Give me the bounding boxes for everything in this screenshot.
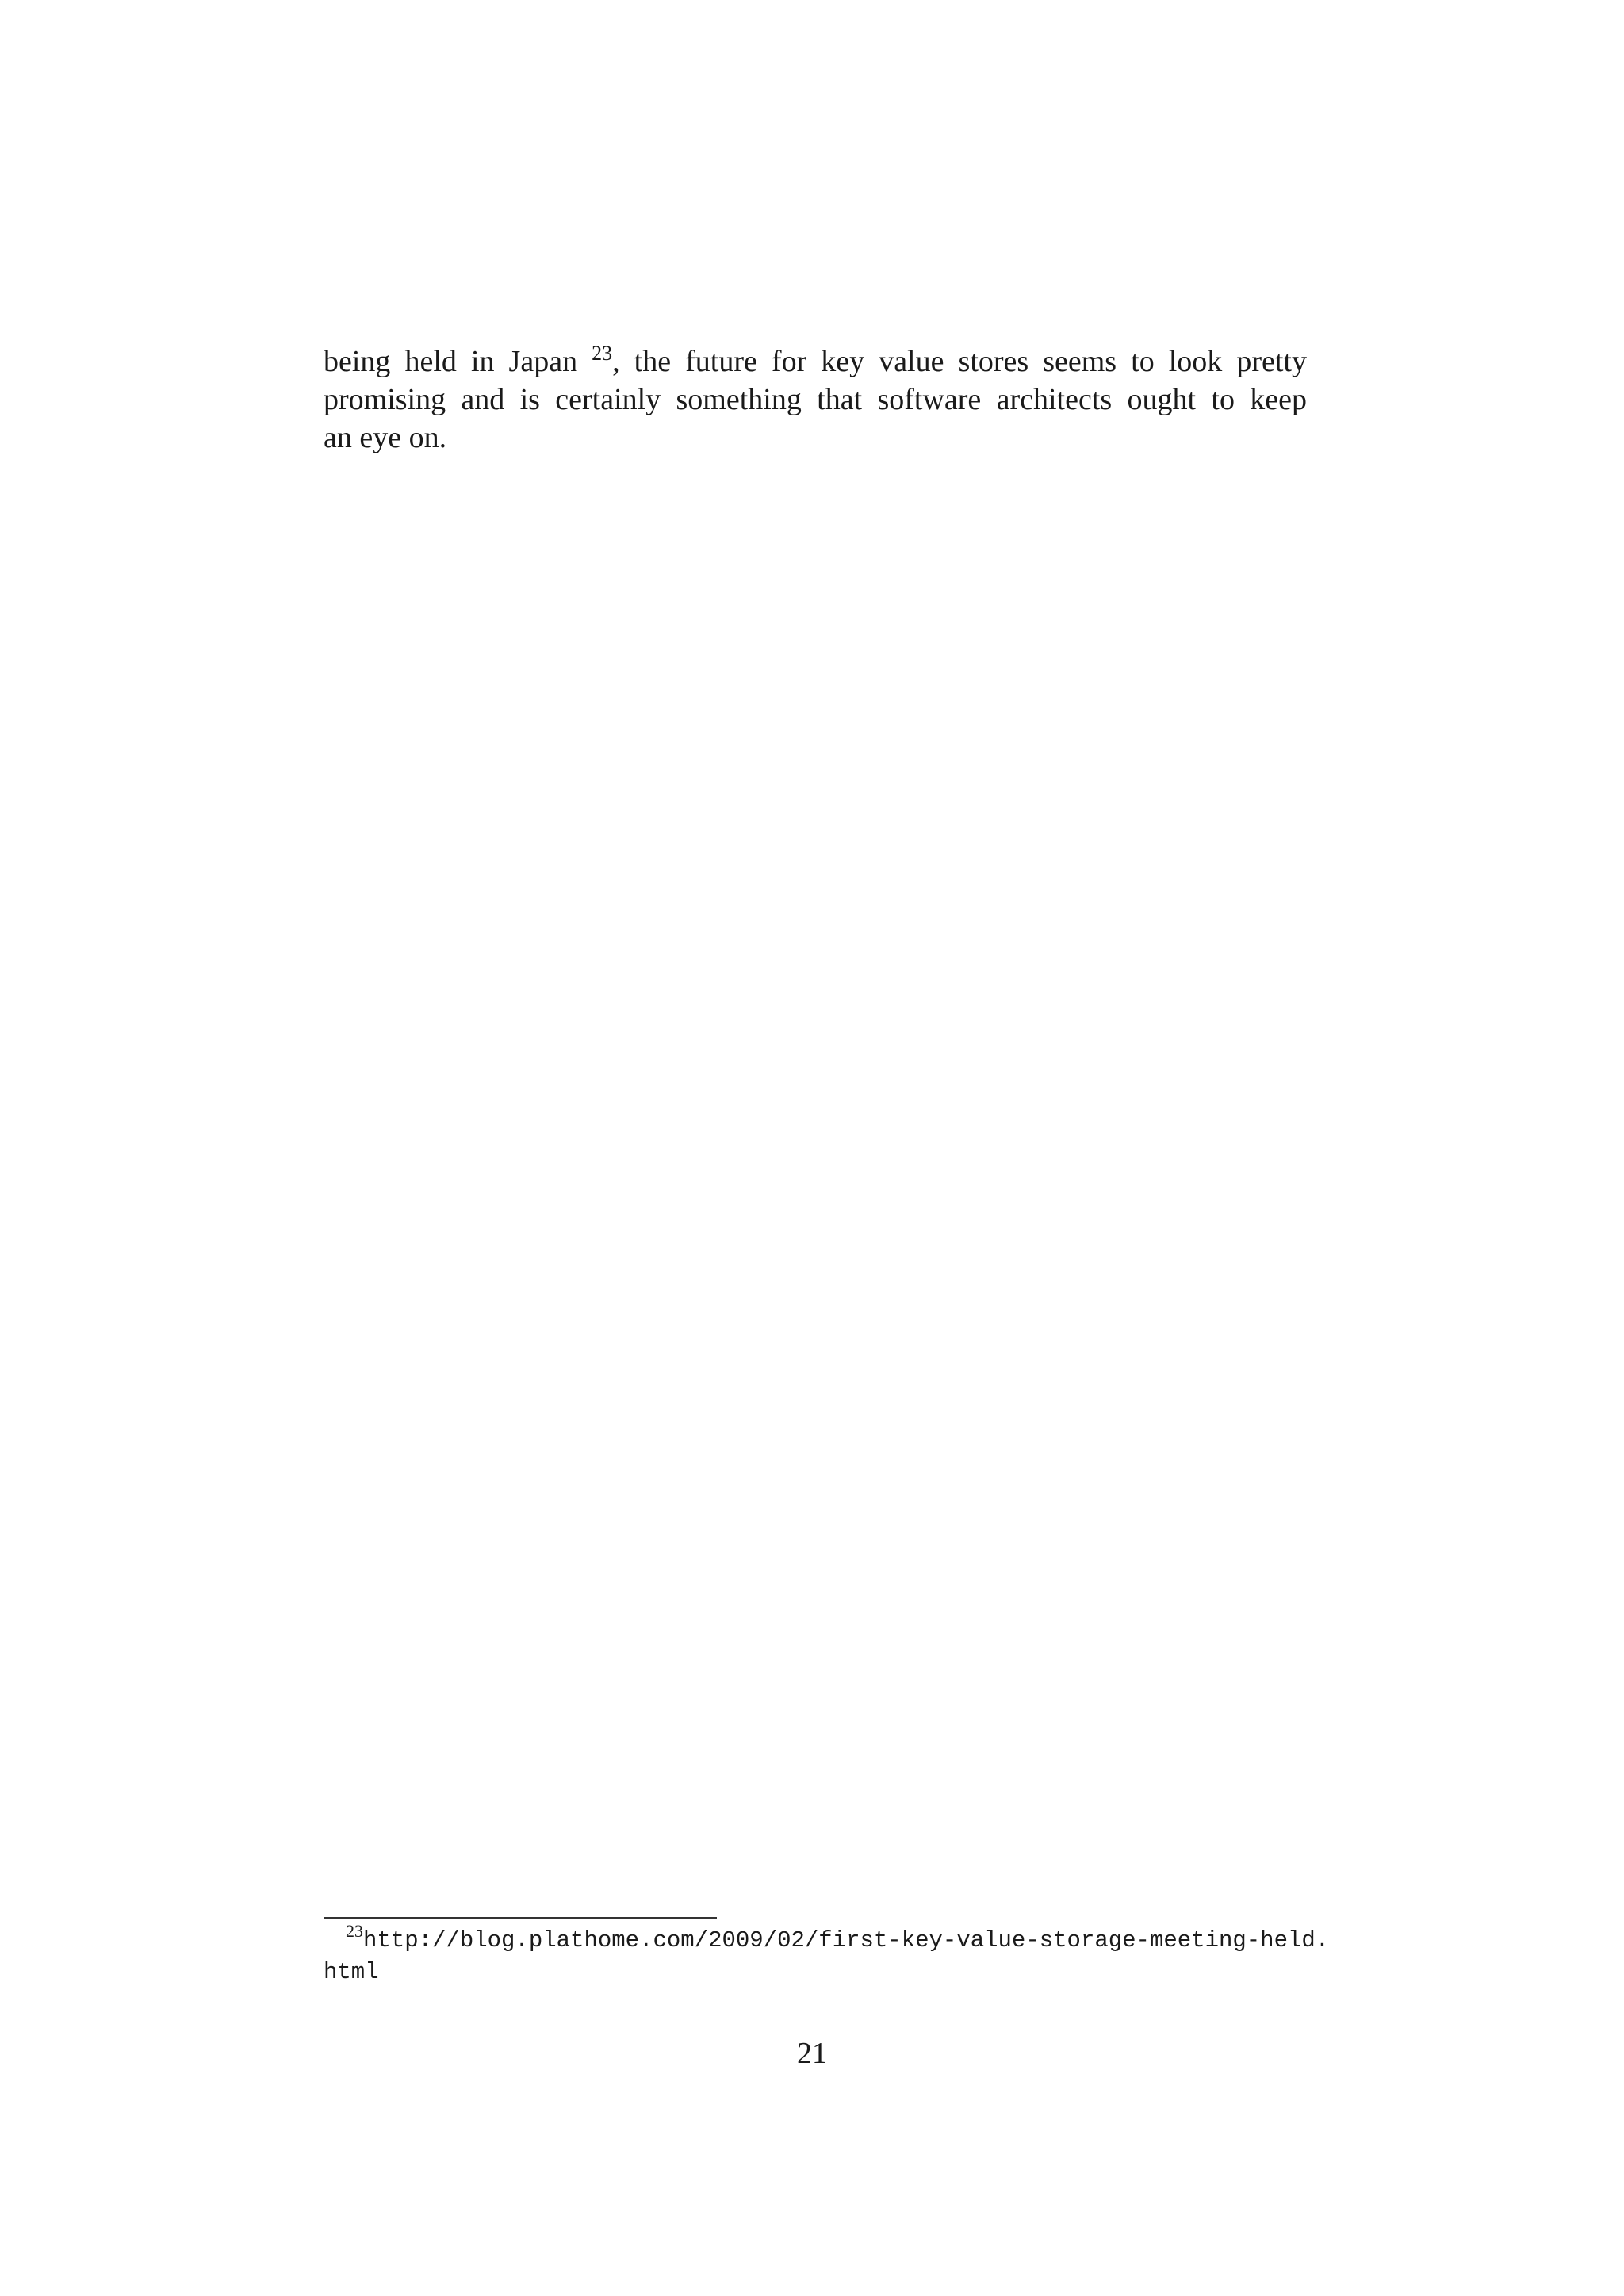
body-line-2: promising and is certainly something that software architects ought to keep [324,383,1307,416]
body-text-segment: , the future for key value stores seems to look pretty [612,345,1307,378]
footnote-line-1 [324,1921,1330,1957]
footnote-url-part-1[interactable]: http://blog.plathome.com/2009/02/first-key-value-storage-meeting-held. [363,1927,1330,1954]
footnote-url-part-2[interactable]: html [324,1959,379,1985]
page-number: 21 [797,2037,827,2070]
body-line-3: an eye on. [324,421,447,454]
body-paragraph [324,342,1307,457]
footnote-reference[interactable]: 23 [592,342,613,365]
body-text-segment: being held in Japan [324,345,592,378]
footnote [324,1921,1330,1988]
footnote-number: 23 [346,1921,363,1941]
footnote-divider [324,1917,717,1919]
body-line-1 [324,342,1307,381]
